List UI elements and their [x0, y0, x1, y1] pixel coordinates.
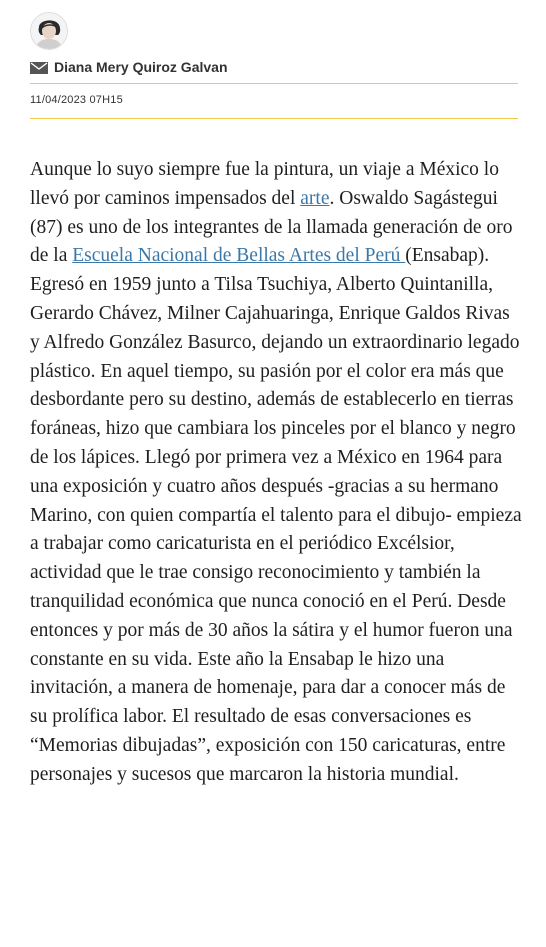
mail-icon[interactable] — [30, 61, 48, 73]
article-body — [30, 156, 522, 790]
article-text-segment-1: Aunque lo suyo siempre fue la pintura, un viaje a México lo llevó por caminos impensados del — [30, 159, 499, 209]
author-line — [30, 56, 518, 78]
article-paragraph — [30, 156, 522, 790]
author-name[interactable]: Diana Mery Quiroz Galvan — [54, 59, 228, 75]
author-avatar[interactable] — [30, 12, 68, 50]
divider-top — [30, 83, 518, 84]
avatar-portrait-icon — [31, 13, 67, 49]
link-escuela-nacional[interactable]: Escuela Nacional de Bellas Artes del Perú — [72, 245, 406, 267]
article-text-segment-3: (Ensabap). Egresó en 1959 junto a Tilsa Tsuchiya, Alberto Quintanilla, Gerardo Chávez, Milner Cajahuaringa, Enrique Galdos Rivas y Alfredo González Basurco, dejando un extraordinario legado plástico. En aquel tiempo, su pasión por el color era más que desbordante pero su destino, además de establecerlo en tierras foráneas, hizo que cambiara los pinceles por el blanco y negro de los lápices. Llegó por primera vez a México en 1964 para una exposición y cuatro años después -gracias a su hermano Marino, con quien compartía el talento para el dibujo- empieza a trabajar como caricaturista en el periódico Excélsior, actividad que le trae consigo reconocimiento y también la tranquilidad económica que nunca conoció en el Perú. Desde entonces y por más de 30 años la sátira y el humor fueron una constante en su vida. Este año la Ensabap le hizo una invitación, a manera de homenaje, para dar a conocer más de su prolífica labor. El resultado de esas conversaciones es “Memorias dibujadas”, exposición con 150 caricaturas, entre personajes y sucesos que marcaron la historia mundial. — [30, 245, 522, 785]
author-block — [30, 12, 518, 78]
publish-date: 11/04/2023 07H15 — [30, 94, 123, 106]
divider-bottom — [30, 118, 518, 119]
article-text-segment-2: . Oswaldo Sagástegui (87) es uno de los integrantes de la llamada generación de oro de la — [30, 187, 513, 267]
link-arte[interactable]: arte — [300, 187, 330, 209]
